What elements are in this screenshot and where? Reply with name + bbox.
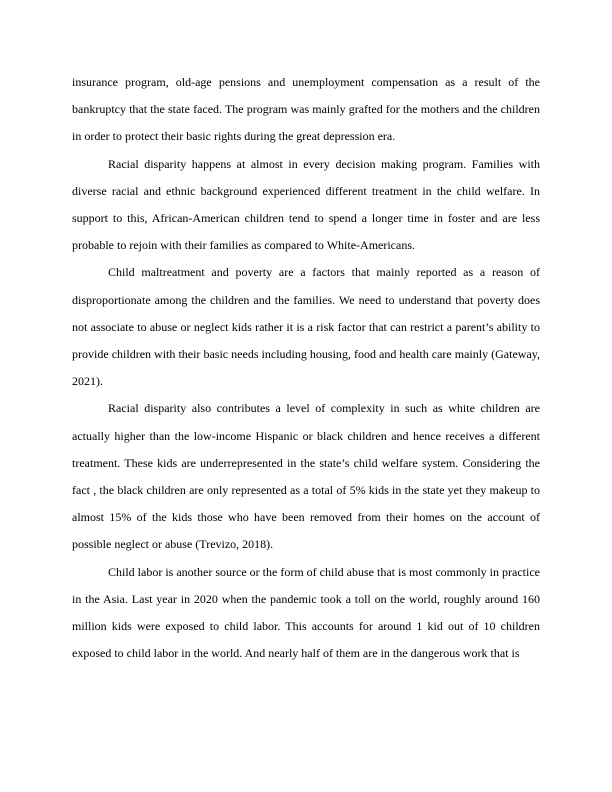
body-text bbox=[72, 69, 540, 667]
paragraph-child-labor: Child labor is another source or the form of child abuse that is most commonly in practice in the Asia. Last year in 2020 when the pandemic took a toll on the world, roughly around 160 million kids were exposed to child labor. This accounts for around 1 kid out of 10 children exposed to child labor in the world. And nearly half of them are in the dangerous work that is bbox=[72, 564, 540, 661]
paragraph-maltreatment-poverty: Child maltreatment and poverty are a factors that mainly reported as a reason of disproportionate among the children and the families. We need to understand that poverty does not associate to abuse or neglect kids rather it is a risk factor that can restrict a parent’s ability to provide children with their basic needs including housing, food and health care mainly (Gateway, 2021). bbox=[72, 265, 540, 389]
paragraph-insurance-program: insurance program, old-age pensions and unemployment compensation as a result of the bankruptcy that the state faced. The program was mainly grafted for the mothers and the children in order to protect their basic rights during the great depression era. bbox=[72, 75, 540, 144]
paragraph-racial-complexity: Racial disparity also contributes a level of complexity in such as white children are actually higher than the low-income Hispanic or black children and hence receives a different treatment. These kids are underrepresented in the state’s child welfare system. Considering the fact , the black children are only represented as a total of 5% kids in the state yet they makeup to almost 15% of the kids those who have been removed from their homes on the account of possible neglect or abuse (Trevizo, 2018). bbox=[72, 401, 540, 552]
paragraph-racial-disparity: Racial disparity happens at almost in every decision making program. Families with diverse racial and ethnic background experienced different treatment in the child welfare. In support to this, African-American children tend to spend a longer time in foster and are less probable to rejoin with their families as compared to White-Americans. bbox=[72, 156, 540, 253]
